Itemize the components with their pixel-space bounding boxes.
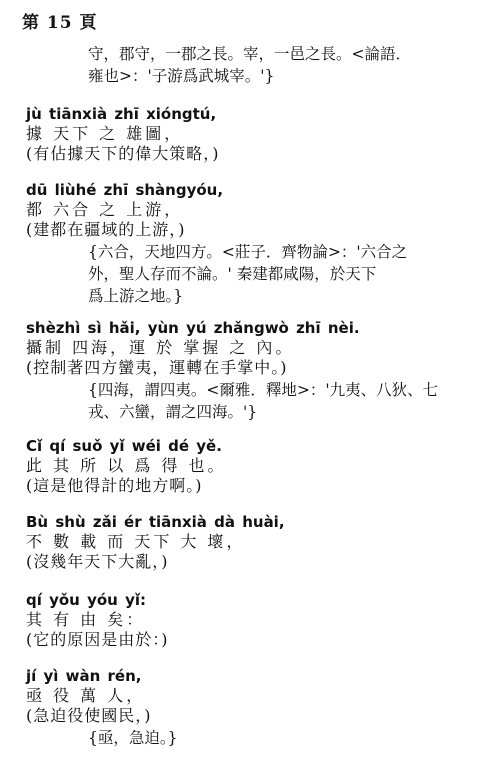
note-line: {四海，謂四夷。<爾雅．釋地>：'九夷、八狄、七 <box>88 381 439 399</box>
note-line: 爲上游之地。} <box>88 287 184 305</box>
pinyin-line: jù tiānxià zhī xióngtú, <box>26 105 217 123</box>
translation-line: (沒幾年天下大亂，) <box>26 552 169 571</box>
pinyin-line: Bù shù zǎi ér tiānxià dà huài, <box>26 513 285 531</box>
translation-line: (它的原因是由於：) <box>26 630 169 649</box>
pinyin-line: qí yǒu yóu yǐ: <box>26 591 146 609</box>
translation-line: (這是他得計的地方啊。) <box>26 476 203 495</box>
pinyin-line: Cǐ qí suǒ yǐ wéi dé yě. <box>26 437 222 455</box>
note-line: {六合，天地四方。<莊子．齊物論>：'六合之 <box>88 243 408 261</box>
note-line: 雍也>：'子游爲武城宰。'} <box>88 67 275 85</box>
hanzi-line: 據 天下 之 雄圖， <box>26 124 184 143</box>
pinyin-line: dū liùhé zhī shàngyóu, <box>26 181 224 199</box>
note-line: {亟，急迫。} <box>88 729 178 747</box>
hanzi-line: 不 數 載 而 天下 大 壞， <box>26 532 246 551</box>
hanzi-line: 其 有 由 矣： <box>26 610 146 629</box>
pinyin-line: shèzhì sì hǎi, yùn yú zhǎngwò zhī nèi. <box>26 319 360 337</box>
hanzi-line: 都 六合 之 上游， <box>26 200 184 219</box>
translation-line: (急迫役使國民，) <box>26 706 152 725</box>
page-number: 第 15 頁 <box>22 13 98 33</box>
hanzi-line: 此 其 所 以 爲 得 也。 <box>26 456 227 475</box>
note-line: 外，聖人存而不論。' 秦建都咸陽，於天下 <box>88 265 377 283</box>
hanzi-line: 攝制 四海，運 於 掌握 之 內。 <box>26 338 295 357</box>
translation-line: (建都在疆域的上游，) <box>26 220 186 239</box>
translation-line: (有佔據天下的偉大策略，) <box>26 144 220 163</box>
note-line: 戎、六蠻，謂之四海。'} <box>88 403 258 421</box>
hanzi-line: 亟 役 萬 人， <box>26 686 146 705</box>
note-line: 守，郡守，一郡之長。宰，一邑之長。<論語． <box>88 45 411 63</box>
translation-line: (控制著四方蠻夷，運轉在手掌中。) <box>26 358 288 377</box>
pinyin-line: jí yì wàn rén, <box>26 667 142 685</box>
